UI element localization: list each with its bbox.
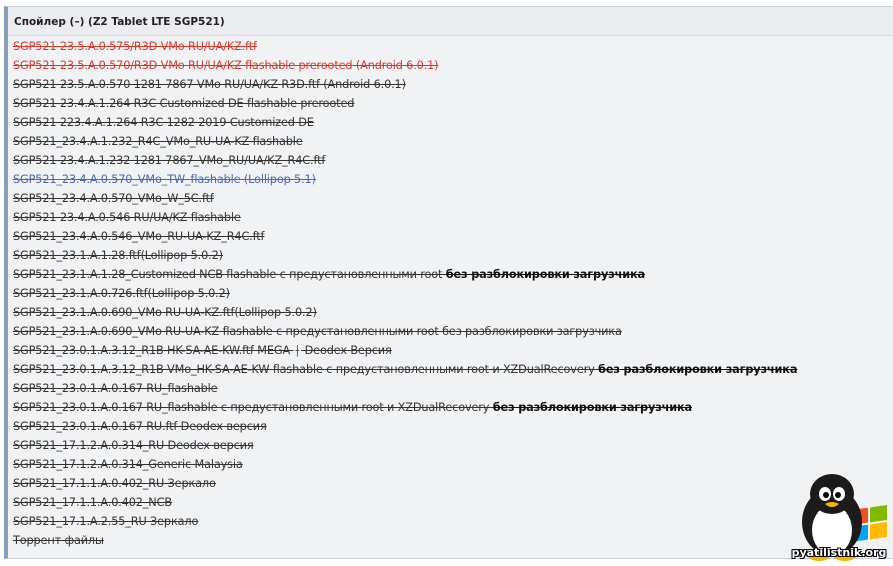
file-link-line[interactable] <box>13 284 893 303</box>
file-link-line[interactable] <box>13 455 893 474</box>
file-link-line[interactable] <box>13 75 893 94</box>
file-name[interactable]: SGP521_23.1.A.0.690_VMo RU-UA-KZ flashable с предустановленными root без разблокировки загрузчика <box>13 325 622 338</box>
file-link-line[interactable] <box>13 246 893 265</box>
file-name[interactable]: SGP521 23.5.A.0.575/R3D VMo RU/UA/KZ.ftf <box>13 40 257 53</box>
site-logo <box>785 470 891 562</box>
spoiler-content <box>8 36 893 550</box>
file-name[interactable]: SGP521_23.0.1.A.0.167 RU_flashable <box>13 382 218 395</box>
link-suffix[interactable]: Deodex версия <box>164 439 254 452</box>
bold-note[interactable]: без разблокировки загрузчика <box>445 268 645 281</box>
file-link-line[interactable] <box>13 227 893 246</box>
bold-note[interactable]: без разблокировки загрузчика <box>598 363 798 376</box>
file-name[interactable]: SGP521 23.5.A.0.570/R3D VMo RU/UA/KZ flashable prerooted (Android 6.0.1) <box>13 59 439 72</box>
spoiler-box <box>4 6 893 559</box>
file-link-line[interactable] <box>13 379 893 398</box>
file-name[interactable]: SGP521_23.0.1.A.3.12_R1B HK-SA-AE-KW.ftf <box>13 344 254 357</box>
bold-note[interactable]: без разблокировки загрузчика <box>492 401 692 414</box>
file-link-line[interactable] <box>13 189 893 208</box>
file-name[interactable]: SGP521 223.4.A.1.264 R3C 1282 2019 Customized DE <box>13 116 314 129</box>
file-name[interactable]: SGP521_23.1.A.0.690_VMo RU-UA-KZ.ftf(Lollipop 5.0.2) <box>13 306 317 319</box>
file-link-line[interactable] <box>13 303 893 322</box>
file-link-line[interactable] <box>13 398 893 417</box>
link-suffix[interactable]: Зеркало <box>146 515 199 528</box>
file-link-line[interactable] <box>13 37 893 56</box>
file-name[interactable]: SGP521 23.4.A.1.264 R3C Customized DE flashable prerooted <box>13 97 355 110</box>
file-name[interactable]: SGP521_23.0.1.A.0.167 RU.ftf <box>13 420 178 433</box>
file-name[interactable]: SGP521_17.1.A.2.55_RU <box>13 515 147 528</box>
file-link-line[interactable] <box>13 493 893 512</box>
file-name[interactable]: SGP521 23.4.A.1.232 1281 7867_VMo_RU/UA/KZ_R4C.ftf <box>13 154 326 167</box>
file-link-line[interactable] <box>13 208 893 227</box>
file-link-line[interactable] <box>13 341 893 360</box>
file-link-line[interactable] <box>13 56 893 75</box>
file-link-line[interactable] <box>13 360 893 379</box>
file-name[interactable]: SGP521_23.1.A.0.726.ftf(Lollipop 5.0.2) <box>13 287 230 300</box>
file-name[interactable]: SGP521 23.4.A.0.546 RU/UA/KZ flashable <box>13 211 241 224</box>
file-link-line[interactable] <box>13 265 893 284</box>
file-name[interactable]: Торрент файлы <box>13 534 104 547</box>
file-name[interactable]: SGP521_23.4.A.0.570_VMo_W_5C.ftf <box>13 192 214 205</box>
file-link-line[interactable] <box>13 322 893 341</box>
file-link-line[interactable] <box>13 417 893 436</box>
file-name[interactable]: SGP521_23.1.A.1.28_Customized NCB flashable с предустановленными root <box>13 268 446 281</box>
file-link-line[interactable] <box>13 531 893 550</box>
file-link-line[interactable] <box>13 151 893 170</box>
file-link-line[interactable] <box>13 474 893 493</box>
file-name[interactable]: SGP521_17.1.1.A.0.402_NCB <box>13 496 172 509</box>
file-link-line[interactable] <box>13 170 893 189</box>
file-name[interactable]: SGP521_23.1.A.1.28.ftf(Lollipop 5.0.2) <box>13 249 223 262</box>
file-link-line[interactable] <box>13 132 893 151</box>
link-suffix[interactable]: MEGA <box>253 344 294 357</box>
logo-text: pyatilistnik.org <box>791 546 887 559</box>
file-name[interactable]: SGP521_23.4.A.0.570_VMo_TW_flashable (Lollipop 5.1) <box>13 173 316 186</box>
link-suffix[interactable]: Deodex версия <box>177 420 267 433</box>
file-name[interactable]: SGP521_17.1.2.A.0.314_Generic Malaysia <box>13 458 243 471</box>
separator: | <box>295 344 300 357</box>
link-suffix[interactable]: Deodex Версия <box>301 344 392 357</box>
file-name[interactable]: SGP521_23.4.A.0.546_VMo_RU-UA-KZ_R4C.ftf <box>13 230 265 243</box>
file-name[interactable]: SGP521 23.5.A.0.570 1281 7867 VMo RU/UA/KZ R3D.ftf (Android 6.0.1) <box>13 78 406 91</box>
file-name[interactable]: SGP521_17.1.2.A.0.314_RU <box>13 439 165 452</box>
file-name[interactable]: SGP521_17.1.1.A.0.402_RU <box>13 477 165 490</box>
file-name[interactable]: SGP521_23.4.A.1.232_R4C_VMo_RU-UA-KZ flashable <box>13 135 303 148</box>
file-name[interactable]: SGP521_23.0.1.A.0.167 RU_flashable с предустановленными root и XZDualRecovery <box>13 401 493 414</box>
file-link-line[interactable] <box>13 436 893 455</box>
file-link-line[interactable] <box>13 512 893 531</box>
file-name[interactable]: SGP521_23.0.1.A.3.12_R1B VMo_HK-SA-AE-KW flashable с предустановленными root и XZDualRecovery <box>13 363 599 376</box>
file-link-line[interactable] <box>13 94 893 113</box>
spoiler-toggle[interactable]: Спойлер (–) (Z2 Tablet LTE SGP521) <box>8 7 893 36</box>
link-suffix[interactable]: Зеркало <box>164 477 216 490</box>
file-link-line[interactable] <box>13 113 893 132</box>
